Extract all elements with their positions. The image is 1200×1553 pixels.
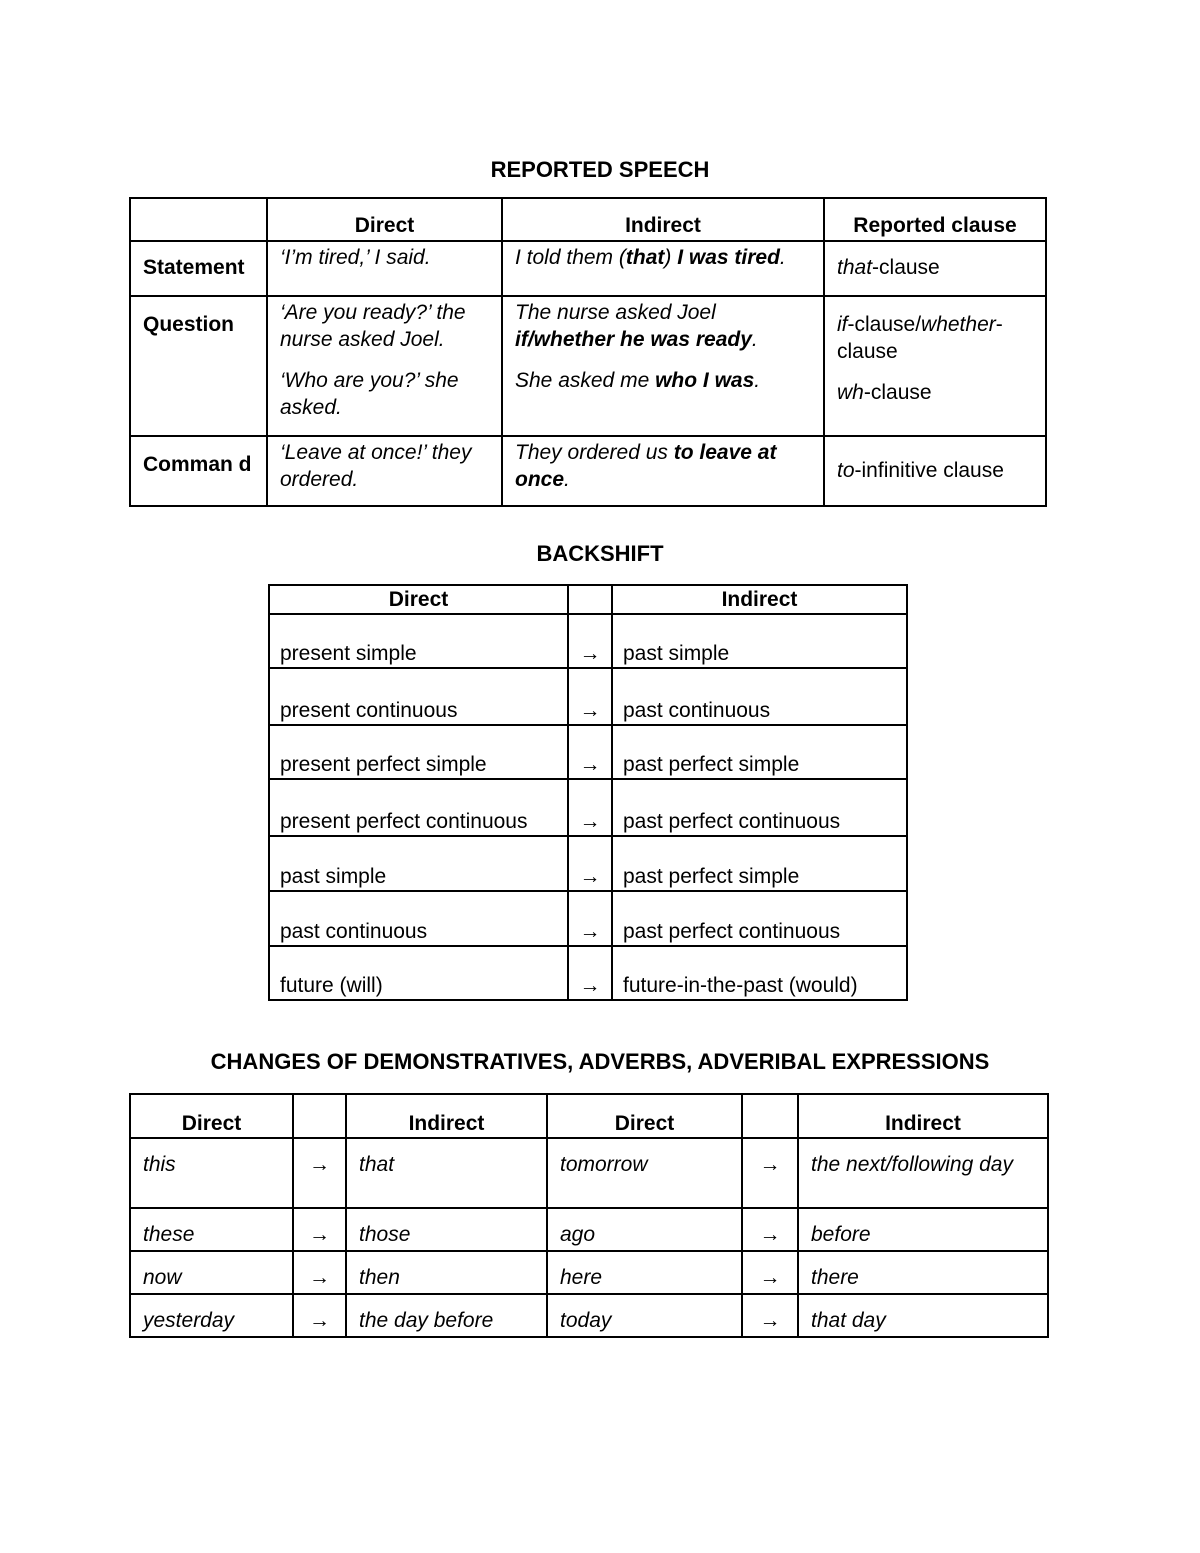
question-direct (267, 296, 502, 436)
indirect-cell: the next/following day (798, 1138, 1048, 1208)
header-direct: Direct (269, 585, 568, 614)
arrow-icon: → (742, 1251, 798, 1294)
arrow-icon: → (742, 1294, 798, 1337)
indirect-cell: past perfect continuous (612, 779, 907, 836)
arrow-icon: → (568, 779, 612, 836)
text-span: wh (837, 381, 864, 404)
question-row (130, 296, 1046, 436)
header-indirect: Indirect (346, 1094, 547, 1138)
row-label-statement: Statement (130, 241, 267, 296)
text-span: -clause (872, 256, 940, 279)
text-span-bold: who I was (655, 369, 755, 392)
indirect-cell: past perfect simple (612, 725, 907, 779)
indirect-cell: that (346, 1138, 547, 1208)
text-span: if (837, 313, 848, 336)
direct-cell: present continuous (269, 668, 568, 725)
row-label-question: Question (130, 296, 267, 436)
direct-cell: tomorrow (547, 1138, 742, 1208)
indirect-cell: past perfect simple (612, 836, 907, 891)
header-indirect: Indirect (502, 198, 824, 241)
direct-cell: past continuous (269, 891, 568, 946)
text-span: I told them ( (515, 246, 626, 269)
arrow-icon: → (568, 725, 612, 779)
question-clause-2 (837, 379, 1033, 406)
header-arrow (293, 1094, 346, 1138)
reported-speech-title: REPORTED SPEECH (490, 157, 710, 182)
statement-indirect (502, 241, 824, 296)
table-header-row (269, 585, 907, 614)
question-indirect-1 (515, 299, 811, 353)
indirect-cell: past perfect continuous (612, 891, 907, 946)
direct-cell: present simple (269, 614, 568, 668)
question-indirect-2 (515, 367, 811, 394)
direct-cell: here (547, 1251, 742, 1294)
question-direct-1: ‘Are you ready?’ the nurse asked Joel. (280, 301, 466, 351)
arrow-icon: → (293, 1138, 346, 1208)
text-span: She asked me (515, 369, 656, 392)
text-span: -clause (863, 381, 932, 404)
text-span: whether (921, 313, 996, 336)
direct-cell: yesterday (130, 1294, 293, 1337)
changes-table (129, 1093, 1049, 1338)
arrow-icon: → (568, 891, 612, 946)
indirect-cell: future-in-the-past (would) (612, 946, 907, 1000)
text-span: . (779, 246, 786, 269)
indirect-cell: then (346, 1251, 547, 1294)
statement-clause (824, 241, 1046, 296)
table-row (130, 1294, 1048, 1337)
header-arrow (742, 1094, 798, 1138)
text-span-bold: that (625, 246, 665, 269)
direct-cell: present perfect simple (269, 725, 568, 779)
indirect-cell: the day before (346, 1294, 547, 1337)
command-row (130, 436, 1046, 506)
backshift-title: BACKSHIFT (536, 541, 664, 566)
indirect-cell: those (346, 1208, 547, 1251)
question-clause (824, 296, 1046, 436)
arrow-icon: → (742, 1138, 798, 1208)
table-row (269, 779, 907, 836)
header-direct: Direct (267, 198, 502, 241)
question-direct-2: ‘Who are you?’ she asked. (280, 369, 459, 419)
table-row (269, 614, 907, 668)
header-direct: Direct (547, 1094, 742, 1138)
direct-cell: future (will) (269, 946, 568, 1000)
arrow-icon: → (742, 1208, 798, 1251)
text-span: to (837, 458, 855, 482)
changes-title: CHANGES OF DEMONSTRATIVES, ADVERBS, ADVERIBAL EXPRESSIONS (210, 1049, 990, 1074)
table-row (269, 836, 907, 891)
text-span-bold: if/whether he was ready (515, 328, 752, 351)
direct-cell: ago (547, 1208, 742, 1251)
indirect-cell: there (798, 1251, 1048, 1294)
table-row (269, 946, 907, 1000)
text-span: . (751, 328, 758, 351)
statement-row (130, 241, 1046, 296)
header-indirect: Indirect (798, 1094, 1048, 1138)
table-row (269, 891, 907, 946)
text-span-bold: to leave at once (515, 441, 777, 491)
question-indirect (502, 296, 824, 436)
reported-speech-table (129, 197, 1047, 507)
command-clause (824, 436, 1046, 506)
arrow-icon: → (568, 614, 612, 668)
text-span: -infinitive clause (854, 458, 1004, 482)
header-direct: Direct (130, 1094, 293, 1138)
table-row (130, 1208, 1048, 1251)
table-header-row (130, 198, 1046, 241)
header-empty (130, 198, 267, 241)
text-span: The nurse asked Joel (515, 301, 716, 324)
command-direct: ‘Leave at once!’ they ordered. (267, 436, 502, 506)
arrow-icon: → (293, 1251, 346, 1294)
question-clause-1 (837, 311, 1033, 365)
table-row (130, 1251, 1048, 1294)
arrow-icon: → (568, 836, 612, 891)
row-label-command: Comman d (130, 436, 267, 506)
text-span: They ordered us (515, 441, 674, 464)
table-row (130, 1138, 1048, 1208)
text-span: . (754, 369, 761, 392)
indirect-cell: past simple (612, 614, 907, 668)
text-span: . (564, 468, 570, 491)
arrow-icon: → (568, 668, 612, 725)
direct-cell: this (130, 1138, 293, 1208)
text-span: -clause/ (847, 313, 922, 336)
header-arrow (568, 585, 612, 614)
text-span: -clause (837, 313, 1003, 363)
header-indirect: Indirect (612, 585, 907, 614)
header-reported-clause: Reported clause (824, 198, 1046, 241)
text-span-bold: I was tired (677, 246, 780, 269)
direct-cell: now (130, 1251, 293, 1294)
command-indirect (502, 436, 824, 506)
direct-cell: these (130, 1208, 293, 1251)
text-span: that (837, 256, 873, 279)
arrow-icon: → (293, 1294, 346, 1337)
direct-cell: today (547, 1294, 742, 1337)
statement-direct: ‘I’m tired,’ I said. (267, 241, 502, 296)
backshift-table (268, 584, 908, 1001)
direct-cell: present perfect continuous (269, 779, 568, 836)
arrow-icon: → (293, 1208, 346, 1251)
text-span: ) (664, 246, 678, 269)
arrow-icon: → (568, 946, 612, 1000)
table-row (269, 668, 907, 725)
table-header-row (130, 1094, 1048, 1138)
indirect-cell: past continuous (612, 668, 907, 725)
table-row (269, 725, 907, 779)
indirect-cell: before (798, 1208, 1048, 1251)
indirect-cell: that day (798, 1294, 1048, 1337)
direct-cell: past simple (269, 836, 568, 891)
